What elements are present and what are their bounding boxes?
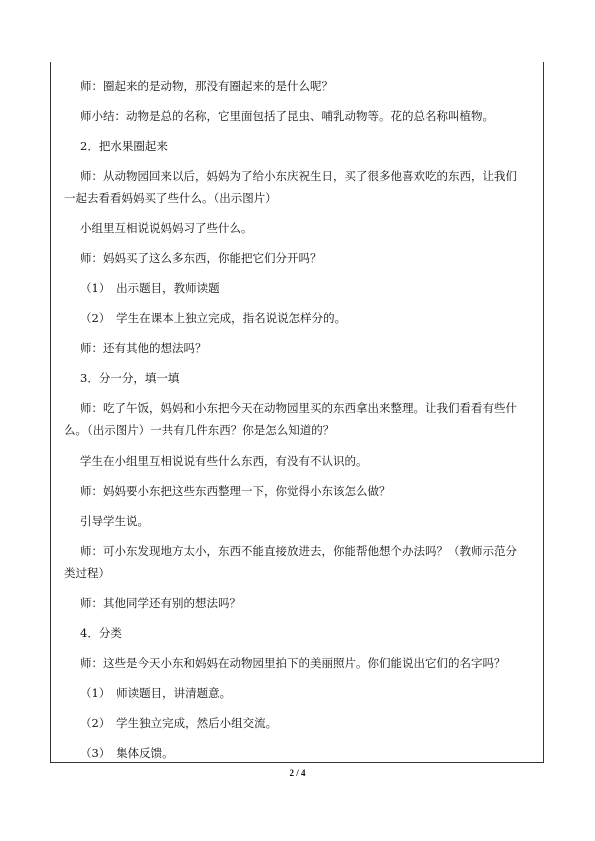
section-heading: 4．分类	[80, 626, 122, 640]
text-line: 小组里互相说说妈妈习了些什么。	[80, 221, 253, 235]
text-line: 师：从动物园回来以后，妈妈为了给小东庆祝生日，买了很多他喜欢吃的东西，让我们	[80, 169, 517, 183]
list-item: （2） 学生独立完成，然后小组交流。	[80, 716, 278, 730]
text-line: 引导学生说。	[80, 514, 149, 528]
text-line: 类过程）	[64, 566, 110, 580]
text-line: 学生在小组里互相说说有些什么东西，有没有不认识的。	[80, 454, 368, 468]
text-line: 么。（出示图片）一共有几件东西？你是怎么知道的？	[64, 423, 335, 437]
text-line: 师：其他同学还有别的想法吗？	[80, 596, 241, 610]
text-line: 师：妈妈要小东把这些东西整理一下，你觉得小东该怎么做？	[80, 484, 391, 498]
list-item: （2） 学生在课本上独立完成，指名说说怎样分的。	[80, 311, 347, 325]
text-line: 师：吃了午饭，妈妈和小东把今天在动物园里买的东西拿出来整理。让我们看看有些什	[80, 401, 517, 415]
text-line: 师：这些是今天小东和妈妈在动物园里拍下的美丽照片。你们能说出它们的名字吗？	[80, 656, 506, 670]
list-item: （3） 集体反馈。	[80, 746, 174, 760]
text-line: 师：妈妈买了这么多东西，你能把它们分开吗？	[80, 251, 322, 265]
list-item: （1） 师读题目，讲清题意。	[80, 686, 232, 700]
text-line: 一起去看看妈妈买了些什么。（出示图片）	[64, 191, 277, 205]
text-line: 师小结：动物是总的名称，它里面包括了昆虫、哺乳动物等。花的总名称叫植物。	[80, 109, 494, 123]
page-number: 2 / 4	[289, 768, 306, 778]
list-item: （1） 出示题目，教师读题	[80, 281, 220, 295]
section-heading: 3．分一分，填一填	[80, 371, 180, 385]
text-line: 师：可小东发现地方太小，东西不能直接放进去，你能帮他想个办法吗？（教师示范分	[80, 544, 517, 558]
text-line: 师：还有其他的想法吗？	[80, 341, 207, 355]
text-line: 师：圈起来的是动物，那没有圈起来的是什么呢？	[80, 79, 333, 93]
section-heading: 2．把水果圈起来	[80, 139, 168, 153]
